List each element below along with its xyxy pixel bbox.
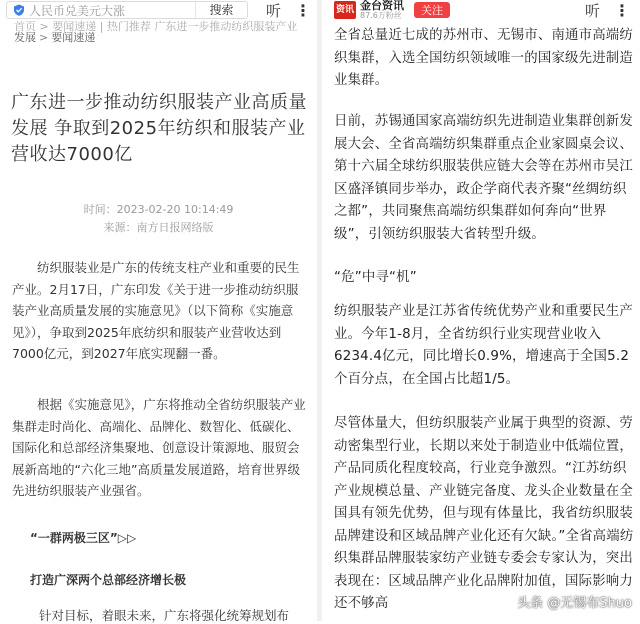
channel-logo[interactable]: 资讯 (334, 1, 356, 19)
listen-button[interactable]: 听 (584, 1, 600, 20)
right-article-panel (322, 0, 640, 621)
article-time: 时间：2023-02-20 10:14:49 (83, 203, 234, 216)
search-button[interactable]: 搜索 (195, 2, 247, 18)
shield-icon (13, 4, 25, 16)
search-input[interactable] (6, 1, 248, 19)
left-top-bar (0, 0, 317, 20)
more-options-icon[interactable]: ⋮ (295, 0, 311, 20)
article-source: 来源：南方日报网络版 (103, 221, 214, 234)
article-paragraph: 日前，苏锡通国家高端纺织先进制造业集群创新发展大会、全省高端纺织集群重点企业家圆桌会议、第十六届全球纺织服装供应链大会等在苏州市吴江区盛泽镇同步举办，政企学商代表齐聚“丝绸纺织之都”，共同聚焦高端纺织集群如何奔向“世界级”，引领纺织服装大省转型升级。 (334, 114, 633, 242)
article-paragraph: 纺织服装业是广东的传统支柱产业和重要的民生产业。2月17日，广东印发《关于进一步推动纺织服装产业高质量发展的实施意见》（以下简称《实施意见》），争取到2025年底纺织和服装产业营收达到7000亿元，到2027年底实现翻一番。 (12, 260, 300, 361)
section-heading: “危”中寻“机” (334, 270, 417, 285)
breadcrumb-item[interactable]: 要闻速递 (51, 31, 96, 44)
channel-name: 金台资讯 (360, 0, 404, 12)
section-heading: “一群两极三区”▷▷ (30, 531, 137, 545)
article-title: 广东进一步推动纺织服装产业高质量发展 争取到2025年纺织和服装产业营收达7000亿 (11, 92, 307, 165)
more-options-icon[interactable]: ⋮ (614, 0, 630, 20)
section-subheading: 打造广深两个总部经济增长极 (30, 573, 187, 587)
article-paragraph: 全省总量近七成的苏州市、无锡市、南通市高端纺织集群，入选全国纺织领域唯一的国家级先进制造业集群。 (334, 28, 633, 88)
article-paragraph: 根据《实施意见》，广东将推动全省纺织服装产业集群走时尚化、高端化、品牌化、数智化、低碳化、国际化和总部经济集聚地、创意设计策源地、服贸会展新高地的“六化三地”高质量发展道路，培育世界级先进纺织服装产业强省。 (12, 397, 306, 498)
follow-button[interactable]: 关注 (414, 2, 450, 18)
article-paragraph: 纺织服装产业是江苏省传统优势产业和重要民生产业。今年1-8月，全省纺织行业实现营业收入6234.4亿元，同比增长0.9%，增速高于全国5.2个百分点，在全国占比超1/5。 (334, 304, 633, 387)
watermark: 头条 @无锡布Shuo (517, 596, 632, 611)
channel-info[interactable] (360, 0, 404, 20)
right-top-bar (322, 0, 640, 20)
article-paragraph: 尽管体量大，但纺织服装产业属于典型的资源、劳动密集型行业，长期以来处于制造业中低端位置，产品同质化程度较高，行业竞争激烈。“江苏纺织产业规模总量、产业链完备度、龙头企业数量在全国具有领先优势，但与现有体量比，我省纺织服装品牌建设和区域品牌产业化还有欠缺。”全省高端纺织集群品牌服装家纺产业链专委会专家认为，突出表现在：区域品牌产业化品牌附加值，国际影响力还不够高 (334, 416, 634, 611)
channel-fans: 87.6万粉丝 (360, 11, 402, 20)
breadcrumb: 发展 > 要闻速递 (14, 31, 96, 44)
left-article-panel (0, 0, 317, 621)
breadcrumb-partial: 首页 > 要闻速递 | 热门推荐 广东进一步推动纺织服装产业 (14, 20, 298, 33)
article-paragraph: 针对目标，着眼未来，广东将强化统筹规划布 (39, 608, 290, 623)
breadcrumb-item[interactable]: 发展 (14, 31, 36, 44)
search-query-text: 人民币兑美元大涨 (29, 3, 126, 18)
listen-button[interactable]: 听 (265, 1, 281, 20)
